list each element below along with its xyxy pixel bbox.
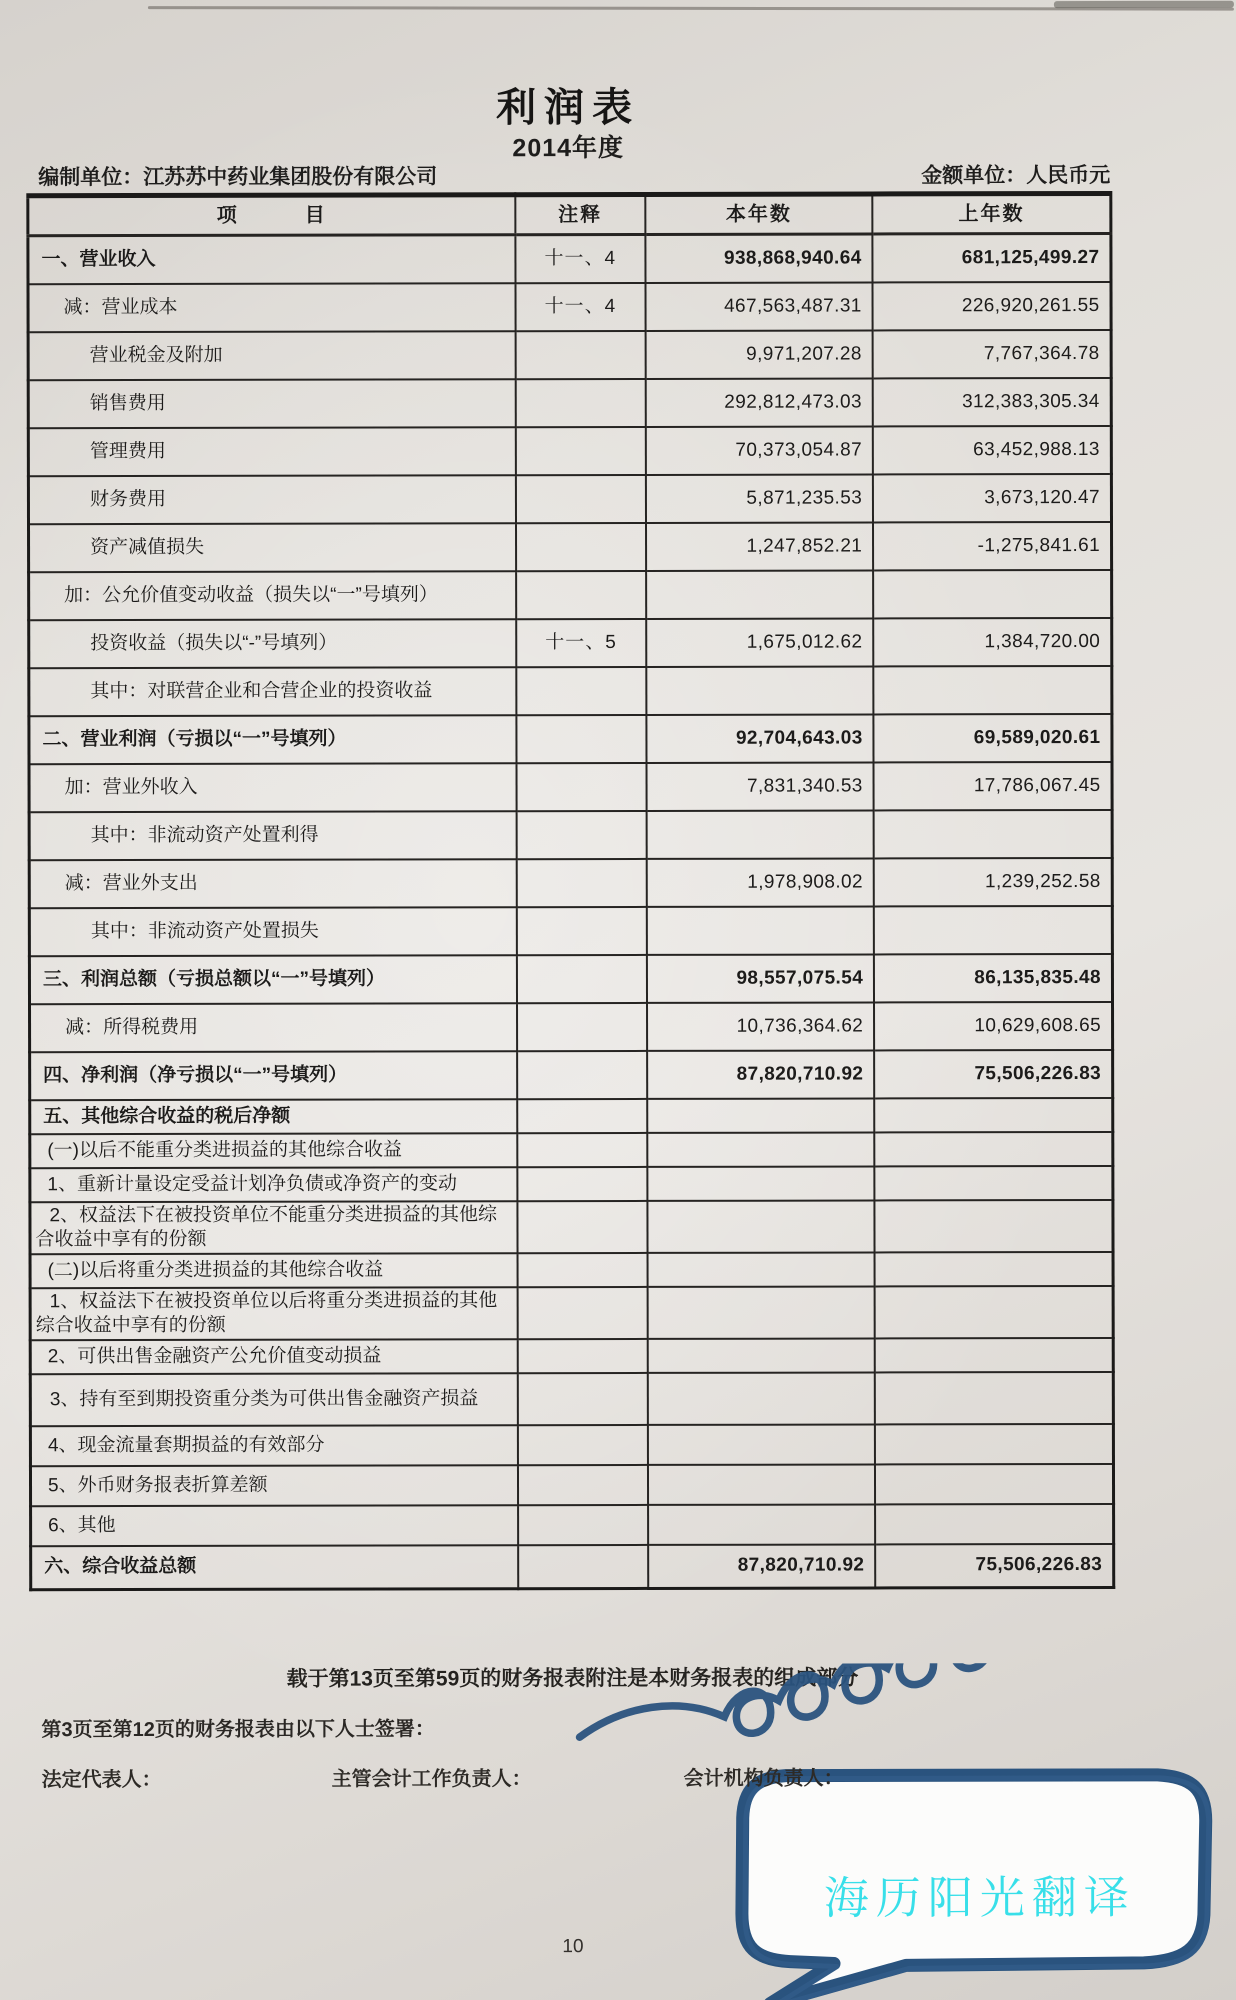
item-cell: 减：营业成本 [28,283,515,332]
current-year-cell: 938,868,940.64 [645,234,873,282]
current-year-cell: 98,557,075.54 [647,954,875,1002]
table-row [28,425,1111,475]
table-row [28,473,1111,523]
note-cell [518,1504,648,1544]
item-cell: 五、其他综合收益的税后净额 [30,1099,517,1134]
current-year-cell: 5,871,235.53 [646,474,874,522]
prior-year-cell [873,569,1111,617]
prior-year-cell [874,1097,1112,1131]
note-cell: 十一、5 [516,618,646,666]
note-cell [516,570,646,618]
table-row [29,857,1112,907]
signatories-intro-line: 第3页至第12页的财务报表由以下人士签署： [41,1718,435,1742]
note-cell [518,1338,648,1372]
current-year-cell [648,1372,876,1424]
note-cell [517,1132,647,1166]
note-cell [516,810,646,858]
item-cell: 一、营业收入 [28,235,515,284]
item-cell: 减：所得税费用 [30,1003,517,1052]
item-cell: 2、可供出售金融资产公允价值变动损益 [30,1339,517,1374]
prior-year-cell [874,809,1112,857]
prior-year-cell: 3,673,120.47 [873,473,1111,521]
current-year-cell [647,1098,874,1132]
current-year-cell: 87,820,710.92 [648,1544,876,1588]
table-row [30,1165,1113,1201]
note-cell [516,378,646,426]
prior-year-cell: 86,135,835.48 [874,953,1112,1001]
table-row [30,1049,1113,1099]
prior-year-cell: 7,767,364.78 [873,329,1111,377]
prior-year-cell: 681,125,499.27 [873,233,1111,281]
note-cell [515,330,645,378]
note-cell [516,474,646,522]
table-row [31,1543,1114,1589]
prior-year-cell: 1,239,252.58 [874,857,1112,905]
item-cell: 管理费用 [28,427,515,476]
prior-year-cell: 75,506,226.83 [875,1543,1113,1587]
item-cell: 四、净利润（净亏损以“一”号填列） [30,1051,517,1100]
note-cell [517,954,647,1002]
current-year-cell: 7,831,340.53 [646,762,874,810]
note-cell [517,1286,647,1338]
current-year-cell: 9,971,207.28 [645,330,873,378]
note-cell [517,1200,647,1252]
note-cell [517,858,647,906]
note-cell [518,1424,648,1464]
table-row [30,1001,1113,1051]
current-year-column-header: 本年数 [645,194,873,234]
current-year-cell [647,1252,874,1286]
current-year-cell: 70,373,054.87 [646,426,874,474]
table-row [29,665,1112,715]
item-cell: 资产减值损失 [29,523,516,572]
table-row [28,377,1111,427]
prior-year-cell [875,1371,1113,1423]
current-year-cell: 467,563,487.31 [645,282,873,330]
current-year-cell: 87,820,710.92 [647,1050,875,1098]
item-cell: 加：营业外收入 [29,763,516,812]
table-row [29,617,1112,667]
table-header-row [28,193,1111,235]
prior-year-cell: 10,629,608.65 [874,1001,1112,1049]
prior-year-cell: 1,384,720.00 [873,617,1111,665]
translation-stamp-text: 海历阳光翻译 [823,1871,1136,1924]
item-cell: 六、综合收益总额 [31,1545,518,1590]
current-year-cell [647,1132,874,1166]
prior-year-cell [875,1423,1113,1463]
page-number: 10 [562,1936,584,1958]
prior-year-cell: -1,275,841.61 [873,521,1111,569]
table-row [30,1463,1113,1505]
table-row [30,1337,1113,1373]
prior-year-cell [875,1503,1113,1543]
notes-reference-line: 载于第13页至第59页的财务报表附注是本财务报表的组成部分 [286,1666,859,1691]
item-cell: 营业税金及附加 [28,331,515,380]
current-year-cell [647,906,875,954]
prior-year-cell [875,1337,1113,1371]
currency-unit-label: 金额单位：人民币元 [921,163,1111,188]
note-cell [518,1544,648,1588]
table-row [28,233,1111,283]
item-cell: 财务费用 [28,475,515,524]
table-row [28,281,1111,331]
prior-year-cell: 17,786,067.45 [874,761,1112,809]
note-cell [517,1252,647,1286]
prior-year-cell [874,905,1112,953]
item-cell: (二)以后将重分类进损益的其他综合收益 [30,1253,517,1288]
prior-year-cell [875,1285,1113,1337]
note-cell [516,762,646,810]
current-year-cell: 1,675,012.62 [646,618,874,666]
item-cell: 4、现金流量套期损益的有效部分 [30,1425,517,1466]
prior-year-cell [875,1165,1113,1199]
item-column-header: 项 目 [28,195,515,236]
item-cell: (一)以后不能重分类进损益的其他综合收益 [30,1133,517,1168]
item-cell: 加：公允价值变动收益（损失以“一”号填列） [29,571,516,620]
prior-year-cell [874,1131,1112,1165]
current-year-cell [648,1338,875,1372]
item-cell: 5、外币财务报表折算差额 [30,1465,517,1506]
table-row [29,905,1112,955]
current-year-cell [646,570,874,618]
current-year-cell: 1,978,908.02 [647,858,875,906]
note-column-header: 注释 [515,194,645,234]
current-year-cell [647,1166,874,1200]
item-cell: 1、权益法下在被投资单位以后将重分类进损益的其他综合收益中享有的份额 [30,1287,517,1340]
current-year-cell: 292,812,473.03 [645,378,873,426]
table-row [30,1285,1113,1339]
item-cell: 1、重新计量设定受益计划净负债或净资产的变动 [30,1167,517,1202]
report-meta-row [38,159,1110,191]
current-year-cell: 10,736,364.62 [647,1002,875,1050]
note-cell: 十一、4 [515,282,645,330]
current-year-cell: 92,704,643.03 [646,714,874,762]
item-cell: 其中：非流动资产处置损失 [29,907,516,956]
prior-year-cell: 63,452,988.13 [873,425,1111,473]
current-year-cell [648,1424,876,1464]
item-cell: 三、利润总额（亏损总额以“一”号填列） [29,955,516,1004]
item-cell: 其中：非流动资产处置利得 [29,811,516,860]
note-cell: 十一、4 [515,234,645,282]
note-cell [518,1464,648,1504]
item-cell: 6、其他 [31,1505,518,1546]
table-row [29,521,1112,571]
current-year-cell [648,1464,876,1504]
note-cell [516,714,646,762]
prior-year-cell [875,1251,1113,1285]
prior-year-cell: 312,383,305.34 [873,377,1111,425]
current-year-cell [648,1504,876,1544]
prior-year-cell [874,665,1112,713]
paper-edge-corner-artifact [1054,1,1234,8]
current-year-cell [647,1200,875,1252]
chief-accountant-label: 主管会计工作负责人： [331,1768,532,1791]
item-cell: 投资收益（损失以“-”号填列） [29,619,516,668]
prior-year-cell [875,1199,1113,1251]
income-statement-table [26,191,1115,1591]
table-row [31,1503,1114,1545]
item-cell: 销售费用 [28,379,515,428]
current-year-cell [646,810,874,858]
prepared-by-label: 编制单位：江苏苏中药业集团股份有限公司 [38,165,438,190]
note-cell [518,1372,648,1424]
accounting-dept-head-label: 会计机构负责人： [683,1767,844,1790]
prior-year-cell: 226,920,261.55 [873,281,1111,329]
legal-representative-label: 法定代表人： [41,1768,162,1792]
table-row [29,809,1112,859]
note-cell [516,666,646,714]
note-cell [517,1002,647,1050]
note-cell [516,522,646,570]
table-row [30,1199,1113,1253]
current-year-cell [646,666,874,714]
table-row [29,569,1112,619]
table-row [28,329,1111,379]
fiscal-year-subtitle: 2014年度 [512,133,625,163]
page-title: 利润表 [496,85,641,131]
item-cell: 3、持有至到期投资重分类为可供出售金融资产损益 [30,1373,517,1426]
table-row [30,1423,1113,1465]
table-row [30,1131,1113,1167]
item-cell: 2、权益法下在被投资单位不能重分类进损益的其他综合收益中享有的份额 [30,1201,517,1254]
note-cell [517,906,647,954]
note-cell [517,1050,647,1098]
prior-year-cell [875,1463,1113,1503]
table-row [29,761,1112,811]
table-row [30,1097,1113,1133]
item-cell: 二、营业利润（亏损以“一”号填列） [29,715,516,764]
note-cell [517,1098,647,1132]
current-year-cell [647,1286,875,1338]
item-cell: 减：营业外支出 [29,859,516,908]
prior-year-cell: 69,589,020.61 [874,713,1112,761]
note-cell [516,426,646,474]
table-row [29,713,1112,763]
note-cell [517,1166,647,1200]
prior-year-cell: 75,506,226.83 [874,1049,1112,1097]
table-row [29,953,1112,1003]
current-year-cell: 1,247,852.21 [646,522,874,570]
item-cell: 其中：对联营企业和合营企业的投资收益 [29,667,516,716]
table-row [30,1251,1113,1287]
table-row [30,1371,1113,1425]
prior-year-column-header: 上年数 [873,193,1111,233]
